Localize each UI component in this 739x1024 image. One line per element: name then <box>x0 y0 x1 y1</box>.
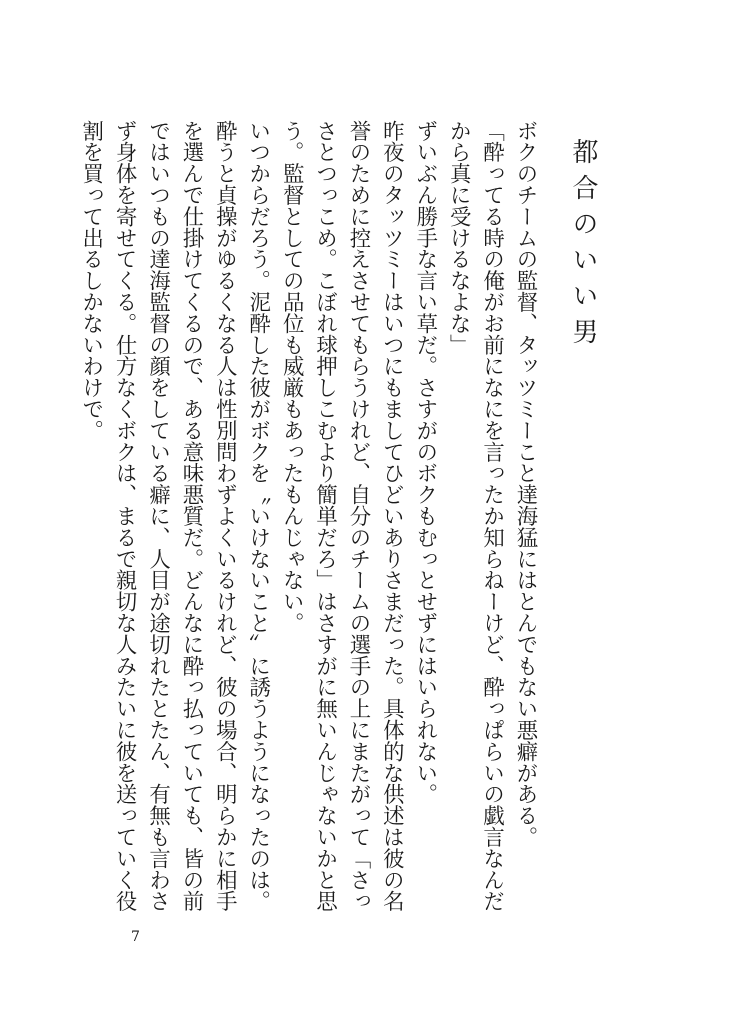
page-number: 7 <box>131 929 140 945</box>
paragraph: ずいぶん勝手な言い草だ。さすがのボクもむっとせずにはいられない。 <box>412 120 438 805</box>
paragraph: ボクのチームの監督、タッツミーこと達海猛にはとんでもない悪癖がある。 <box>513 120 538 848</box>
paragraph: いつからだろう。泥酔した彼がボクを〝いけないこと〟に誘うようになったのは。酔うと貞操がゆるくなる人は性別問わずよくいるけれど、彼の場合、明らかに相手を選んで仕掛けてくるので、ある意味悪質だ。どんなに酔っ払っていても、皆の前ではいつもの達海監督の顔をしている癖に、人目が途切れたとたん、有無も言わさず身体を寄せてくる。仕方なくボクは、まるで親切な人みたいに彼を送っていく役割を買って出るしかないわけで。 <box>78 120 271 912</box>
paragraph: 「酔ってる時の俺がお前になにを言ったか知らねーけど、酔っぱらいの戯言なんだから真に受けるなよな」 <box>446 120 505 912</box>
body-text <box>74 120 542 920</box>
paragraph: 昨夜のタッツミーはいつにもましてひどいありさまだった。具体的な供述は彼の名誉のために控えさせてもらうけれど、自分のチームの選手の上にまたがって「さっさとつっこめ。こぼれ球押しこむより簡単だろ」はさすがに無いんじゃないかと思う。監督としての品位も威厳もあったもんじゃない。 <box>279 120 405 912</box>
chapter-title: 都合のいい男 <box>568 138 598 354</box>
